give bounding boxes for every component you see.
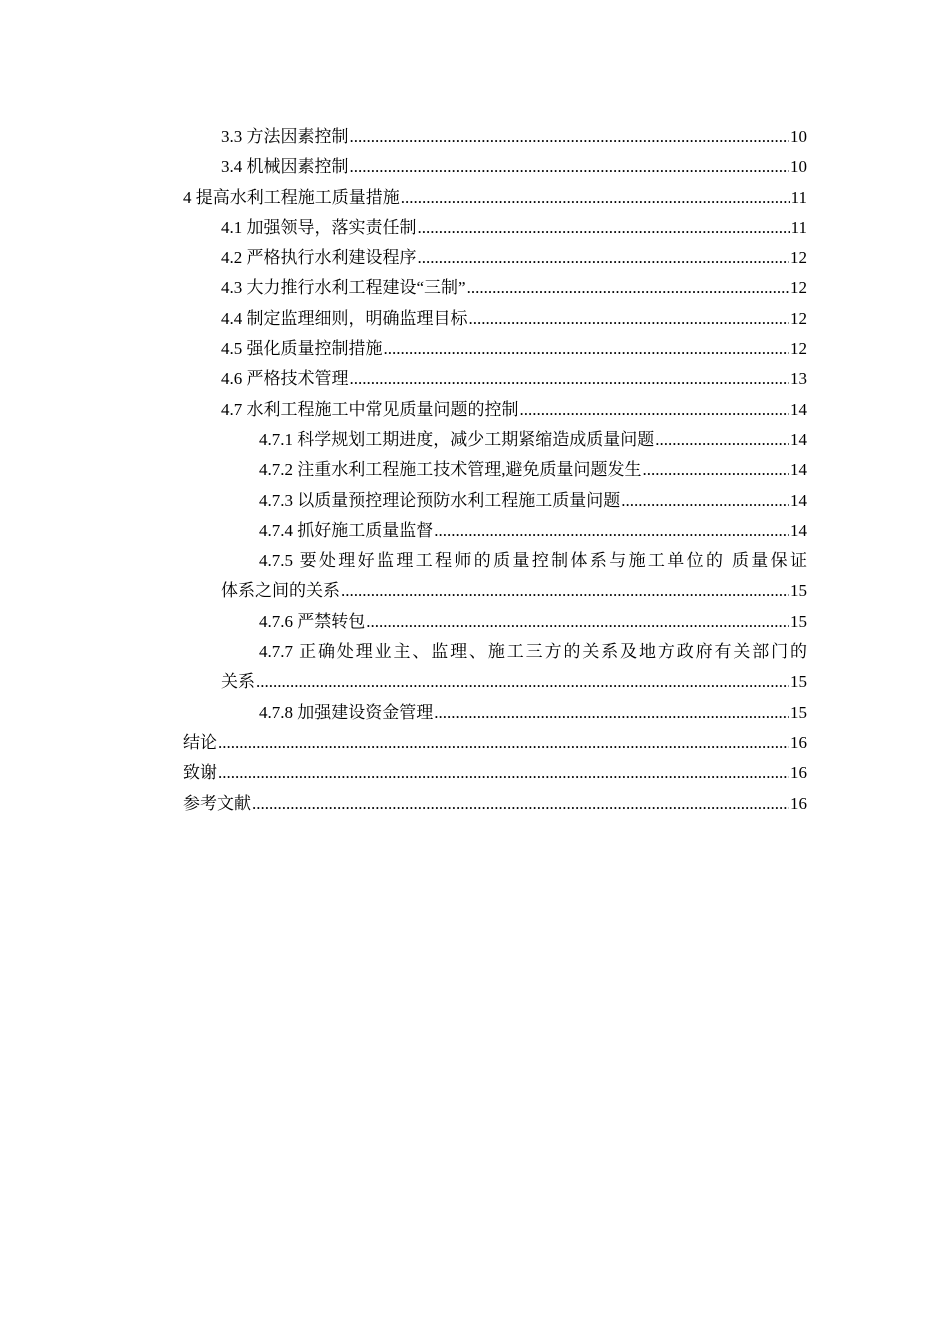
toc-page-number: 12	[790, 278, 807, 298]
toc-entry[interactable]	[183, 789, 807, 819]
toc-page-number: 12	[790, 339, 807, 359]
toc-dot-leader	[621, 486, 789, 516]
toc-page-number: 14	[790, 399, 807, 419]
toc-entry[interactable]	[183, 243, 807, 273]
toc-dot-leader	[401, 183, 790, 213]
toc-page-number: 16	[790, 763, 807, 783]
toc-page-number: 10	[790, 127, 807, 146]
toc-page-number: 14	[790, 490, 807, 510]
toc-entry[interactable]	[183, 728, 807, 758]
toc-dot-leader	[418, 243, 790, 273]
toc-entry-title: 4.7.2 注重水利工程施工技术管理,避免质量问题发生	[259, 460, 642, 480]
toc-dot-leader	[350, 122, 790, 152]
toc-entry-title: 4.7.3 以质量预控理论预防水利工程施工质量问题	[259, 490, 621, 510]
toc-dot-leader	[469, 304, 790, 334]
toc-entry-title-line2: 关系	[221, 672, 255, 692]
toc-dot-leader	[341, 576, 789, 606]
toc-entry-title: 4.1 加强领导，落实责任制	[221, 217, 417, 237]
toc-entry-title: 结论	[183, 732, 217, 752]
table-of-contents	[183, 122, 807, 819]
toc-page-number: 11	[790, 217, 807, 237]
toc-entry[interactable]	[183, 183, 807, 213]
toc-entry[interactable]	[183, 486, 807, 516]
toc-entry-title: 致谢	[183, 763, 217, 783]
toc-entry-wrapped[interactable]	[183, 546, 807, 607]
toc-dot-leader	[252, 789, 789, 819]
toc-entry[interactable]	[183, 425, 807, 455]
toc-entry-continuation	[183, 576, 807, 606]
toc-entry-title: 4.7.1 科学规划工期进度，减少工期紧缩造成质量问题	[259, 429, 655, 449]
toc-entry-title-line2: 体系之间的关系	[221, 581, 340, 601]
toc-entry[interactable]	[183, 273, 807, 303]
toc-entry-title: 3.4 机械因素控制	[221, 157, 349, 177]
toc-page-number: 11	[790, 187, 807, 207]
toc-dot-leader	[256, 667, 789, 697]
toc-entry-title: 4 提高水利工程施工质量措施	[183, 187, 400, 207]
toc-dot-leader	[655, 425, 789, 455]
toc-entry-title-line1: 4.7.5 要处理好监理工程师的质量控制体系与施工单位的 质量保证	[259, 551, 807, 571]
toc-page-number: 14	[790, 520, 807, 540]
toc-entry[interactable]	[183, 607, 807, 637]
toc-entry-wrapped[interactable]	[183, 637, 807, 698]
toc-page-number: 16	[790, 793, 807, 813]
toc-page-number: 13	[790, 369, 807, 389]
toc-entry-title-line1: 4.7.7 正确处理业主、监理、施工三方的关系及地方政府有关部门的	[259, 642, 807, 662]
toc-dot-leader	[218, 728, 789, 758]
toc-page-number: 15	[790, 581, 807, 601]
toc-entry-title: 参考文献	[183, 793, 251, 813]
toc-entry[interactable]	[183, 152, 807, 182]
toc-page-number: 15	[790, 702, 807, 722]
toc-page-number: 14	[790, 460, 807, 480]
toc-page-number: 12	[790, 248, 807, 268]
toc-entry[interactable]	[183, 516, 807, 546]
toc-entry-title: 4.7 水利工程施工中常见质量问题的控制	[221, 399, 519, 419]
toc-entry[interactable]	[183, 455, 807, 485]
toc-entry[interactable]	[183, 698, 807, 728]
toc-entry-title: 4.5 强化质量控制措施	[221, 339, 383, 359]
toc-dot-leader	[418, 213, 790, 243]
toc-entry-title: 4.4 制定监理细则，明确监理目标	[221, 308, 468, 328]
toc-entry[interactable]	[183, 304, 807, 334]
toc-dot-leader	[218, 758, 789, 788]
toc-dot-leader	[434, 698, 789, 728]
toc-page-number: 10	[790, 157, 807, 177]
toc-dot-leader	[643, 455, 790, 485]
toc-dot-leader	[350, 152, 790, 182]
toc-page-number: 14	[790, 429, 807, 449]
toc-entry[interactable]	[183, 395, 807, 425]
toc-entry[interactable]	[183, 758, 807, 788]
toc-dot-leader	[384, 334, 790, 364]
toc-entry-title: 4.3 大力推行水利工程建设“三制”	[221, 278, 466, 298]
toc-entry-title: 4.7.6 严禁转包	[259, 611, 366, 631]
toc-entry-title: 4.7.8 加强建设资金管理	[259, 702, 434, 722]
toc-entry[interactable]	[183, 122, 807, 152]
toc-entry-title: 3.3 方法因素控制	[221, 127, 349, 146]
toc-page-number: 15	[790, 672, 807, 692]
toc-page-number: 12	[790, 308, 807, 328]
toc-entry[interactable]	[183, 364, 807, 394]
toc-entry-title: 4.6 严格技术管理	[221, 369, 349, 389]
toc-page-number: 16	[790, 732, 807, 752]
toc-page-number: 15	[790, 611, 807, 631]
toc-entry-title: 4.2 严格执行水利建设程序	[221, 248, 417, 268]
toc-dot-leader	[520, 395, 790, 425]
toc-entry[interactable]	[183, 334, 807, 364]
toc-dot-leader	[467, 273, 789, 303]
toc-dot-leader	[366, 607, 789, 637]
toc-entry[interactable]	[183, 213, 807, 243]
toc-entry-title: 4.7.4 抓好施工质量监督	[259, 520, 434, 540]
toc-entry-continuation	[183, 667, 807, 697]
toc-dot-leader	[350, 364, 790, 394]
toc-dot-leader	[434, 516, 789, 546]
